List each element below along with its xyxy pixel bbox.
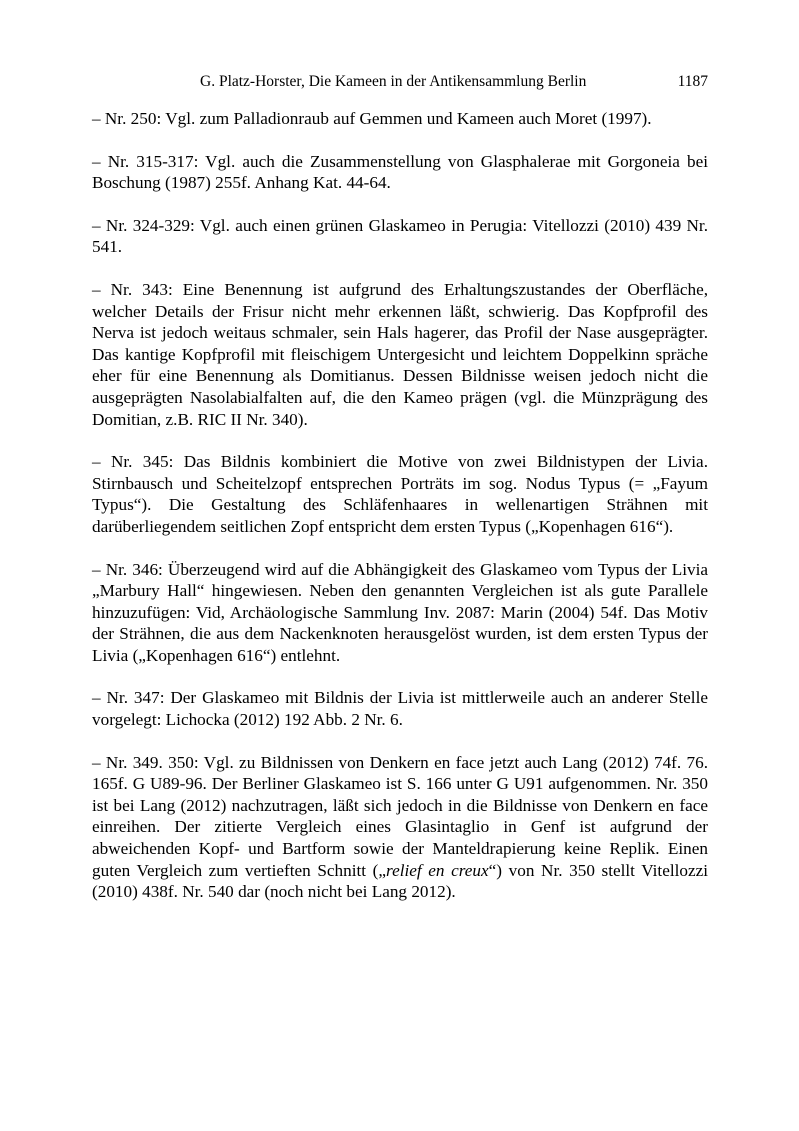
note-nr-349-350 [92, 752, 708, 903]
page-number: 1187 [677, 73, 708, 90]
note-nr-324-329: – Nr. 324-329: Vgl. auch einen grünen Glaskameo in Perugia: Vitellozzi (2010) 439 Nr. 541. [92, 215, 708, 257]
note-nr-315-317: – Nr. 315-317: Vgl. auch die Zusammenstellung von Glasphalerae mit Gorgoneia bei Boschung (1987) 255f. Anhang Kat. 44-64. [92, 151, 708, 193]
note-text-part: – Nr. 349. 350: Vgl. zu Bildnissen von Denkern en face jetzt auch Lang (2012) 74f. 76. 165f. G U89-96. Der Berliner Glaskameo ist S. 166 unter G U91 aufgenommen. Nr. 350 ist bei Lang (2012) nachzutragen, läßt sich jedoch in die Bildnisse von Denkern en face einreihen. Der zitierte Vergleich eines Glasintaglio in Genf ist aufgrund der abweichenden Kopf- und Bartform sowie der Manteldrapierung keine Replik. Einen guten Vergleich zum vertieften Schnitt („ [92, 752, 708, 880]
running-title: G. Platz-Horster, Die Kameen in der Antikensammlung Berlin [200, 73, 587, 90]
note-nr-347: – Nr. 347: Der Glaskameo mit Bildnis der Livia ist mittlerweile auch an anderer Stelle vorgelegt: Lichocka (2012) 192 Abb. 2 Nr. 6. [92, 688, 708, 730]
note-text-part: “) von Nr. 350 stellt Vitellozzi (2010) 438f. Nr. 540 dar (noch nicht bei Lang 2012). [92, 860, 708, 902]
note-nr-250: – Nr. 250: Vgl. zum Palladionraub auf Gemmen und Kameen auch Moret (1997). [92, 109, 652, 128]
italic-term: relief en creux [386, 860, 489, 880]
note-nr-346: – Nr. 346: Überzeugend wird auf die Abhängigkeit des Glaskameo vom Typus der Livia „Marbury Hall“ hingewiesen. Neben den genannten Vergleichen ist als gute Parallele hinzuzufügen: Vid, Archäologische Sammlung Inv. 2087: Marin (2004) 54f. Das Motiv der Strähnen, die aus dem Nackenknoten herausgelöst wurden, ist dem ersten Typus der Livia („Kopenhagen 616“) entlehnt. [92, 559, 708, 665]
note-nr-343: – Nr. 343: Eine Benennung ist aufgrund des Erhaltungszustandes der Oberfläche, welcher Details der Frisur nicht mehr erkennen läßt, schwierig. Das Kopfprofil des Nerva ist jedoch weitaus schmaler, sein Hals hagerer, das Profil der Nase ausgeprägter. Das kantige Kopfprofil mit fleischigem Untergesicht und leichtem Doppelkinn spräche eher für eine Benennung als Domitianus. Dessen Bildnisse weisen jedoch nicht die ausgeprägten Nasolabialfalten auf, die den Kameo prägen (vgl. die Münzprägung des Domitian, z.B. RIC II Nr. 340). [92, 279, 708, 429]
page-body [92, 72, 708, 924]
running-header [92, 72, 708, 92]
note-nr-345: – Nr. 345: Das Bildnis kombiniert die Motive von zwei Bildnistypen der Livia. Stirnbausch und Scheitelzopf entsprechen Porträts im sog. Nodus Typus (= „Fayum Typus“). Die Gestaltung des Schläfenhaares in wellenartigen Strähnen mit darüberliegendem seitlichen Zopf entspricht dem ersten Typus („Kopenhagen 616“). [92, 452, 708, 536]
